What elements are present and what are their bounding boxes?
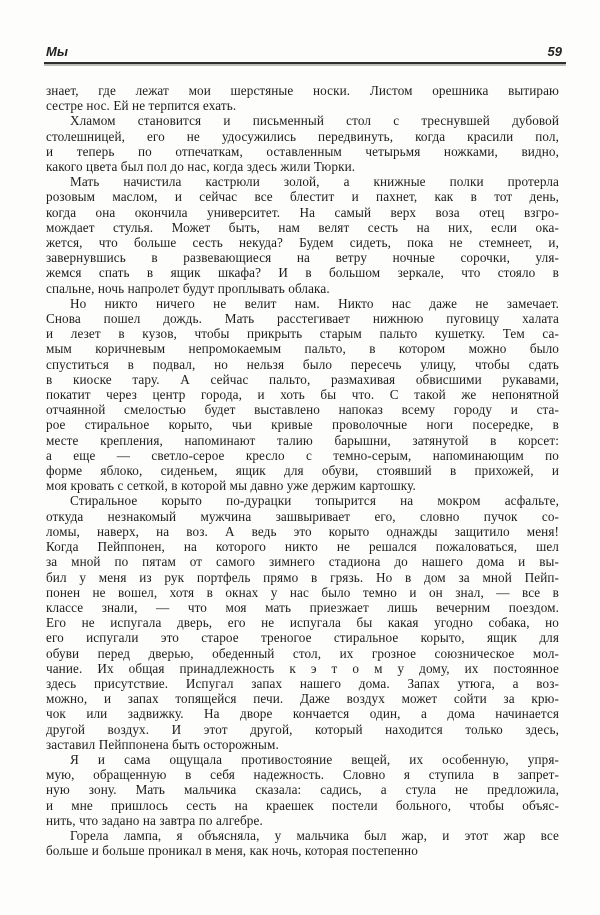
text-line: за мной по пятам от самого зимнего стадиона до нашего дома и вы-	[46, 554, 559, 570]
text-line: Горела лампа, я объясняла, у мальчика был жар, и этот жар все	[70, 827, 559, 843]
text-line: Но никто ничего не велит нам. Никто нас даже не замечает.	[70, 295, 559, 311]
text-line: какого цвета был пол до нас, когда здесь жили Тюрки.	[46, 159, 356, 175]
text-line: жется, что больше сесть некуда? Будем сидеть, пока не стемнеет, и,	[46, 235, 559, 251]
text-line: нить, что задано на завтра по алгебре.	[46, 812, 263, 828]
text-line: Когда Пейппонен, на которого никто не решался пожаловаться, шел	[46, 539, 559, 555]
text-line: спальне, ночь напролет будут проплывать облака.	[46, 280, 330, 296]
text-line: его испугали это старое треногое стиральное корыто, ящик для	[46, 630, 559, 646]
text-line: Я и сама ощущала противостояние вещей, их особенную, упря-	[70, 751, 559, 767]
text-line: рое стиральное корыто, чьи кривые проволочные ноги посередке, в	[46, 417, 559, 433]
text-line: форме яблоко, сиденьем, ящик для обуви, стоявший в прихожей, и	[46, 463, 559, 479]
text-line: бил у меня из рук портфель прямо в грязь. Но в дом за мной Пейп-	[46, 569, 559, 585]
text-line: когда она окончила университет. На самый верх воза отец взгро-	[46, 204, 559, 220]
page-header	[46, 44, 562, 59]
running-title: Мы	[46, 44, 68, 59]
body-text	[46, 83, 559, 858]
text-line: другой воздух. И этот другой, который находится только здесь,	[46, 721, 559, 737]
text-line: чание. Их общая принадлежность к э т о м у дому, их постоянное	[46, 660, 559, 676]
text-line: откуда незнакомый мужчина зашвыривает его, словно пучок со-	[46, 508, 559, 524]
text-line: заставил Пейппонена быть осторожным.	[46, 736, 279, 752]
text-line: можно, и запах топящейся печи. Даже воздух может сойти за крю-	[46, 691, 559, 707]
text-line: чок или задвижку. На дворе кончается один, а дома начинается	[46, 706, 559, 722]
text-line: отчаянной смелостью будет выставлено напоказ всему городу и ста-	[46, 402, 559, 418]
text-line: и теперь по отпечаткам, оставленным четырьмя ножками, видно,	[46, 143, 559, 159]
text-line: месте крепления, напоминают талию барышни, затянутой в корсет:	[46, 432, 559, 448]
text-line: знает, где лежат мои шерстяные носки. Листом орешника вытираю	[46, 83, 559, 98]
text-line: Снова пошел дождь. Мать расстегивает нижнюю пуговицу халата	[46, 311, 559, 327]
text-line: Его не испугала дверь, его не испугала бы какая угодно собака, но	[46, 615, 559, 631]
text-line: розовым маслом, и сейчас все блестит и пахнет, как в тот день,	[46, 189, 559, 205]
text-line: здесь присутствие. Испугал запах нашего дома. Запах утюга, а воз-	[46, 675, 559, 691]
text-line: мую, обращенную в себя надежность. Словно я ступила в запрет-	[46, 767, 559, 783]
text-line: и мне пришлось сесть на краешек постели больного, чтобы объяс-	[46, 797, 559, 813]
text-line: столешницей, его не удосужились передвинуть, когда красили пол,	[46, 128, 559, 144]
text-line: а еще — светло-серое кресло с темно-серым, напоминающим по	[46, 447, 559, 463]
text-line: сестре нос. Ей не терпится ехать.	[46, 98, 237, 114]
header-rule	[44, 62, 566, 64]
text-line: жемся спать в ящик шкафа? И в большом зеркале, что стояло в	[46, 265, 559, 281]
text-line: завернувшись в развевающиеся на ветру ночные сорочки, уля-	[46, 250, 559, 266]
text-line: и лезет в кузов, чтобы прикрыть старым пальто кушетку. Тем са-	[46, 326, 559, 342]
text-line: обуви перед дверью, обеденный стол, их грозное союзническое мол-	[46, 645, 559, 661]
text-line: мождает стулья. Может быть, нам велят сесть на них, если ока-	[46, 219, 559, 235]
text-line: моя кровать с сеткой, в которой мы давно уже держим картошку.	[46, 478, 416, 494]
text-line: классе знали, — что моя мать приезжает лишь вечерним поездом.	[46, 599, 559, 615]
text-line: Стиральное корыто по-дурацки топырится на мокром асфальте,	[70, 493, 559, 509]
page-number: 59	[547, 44, 562, 59]
text-line: Мать начистила кастрюли золой, а книжные полки протерла	[70, 174, 559, 190]
text-line: Хламом становится и письменный стол с треснувшей дубовой	[70, 113, 559, 129]
text-line: ную зону. Мать мальчика сказала: садись, а стула не предложила,	[46, 782, 559, 798]
text-line: понен не вошел, хотя в окнах у нас было темно и он знал, — все в	[46, 584, 559, 600]
text-line: покатит через центр города, и хоть бы что. С такой же непонятной	[46, 387, 559, 403]
text-line: ломы, наверх, на воз. А ведь это корыто однажды защитило меня!	[46, 523, 559, 539]
text-line: мым коричневым непромокаемым пальто, в котором можно было	[46, 341, 559, 357]
text-line: спуститься в подвал, но нельзя было пересечь улицу, чтобы сдать	[46, 356, 559, 372]
text-line: больше и больше проникал в меня, как ночь, которая постепенно	[46, 843, 418, 859]
text-line: в киоске тару. А сейчас пальто, размахивая обвисшими рукавами,	[46, 371, 559, 387]
